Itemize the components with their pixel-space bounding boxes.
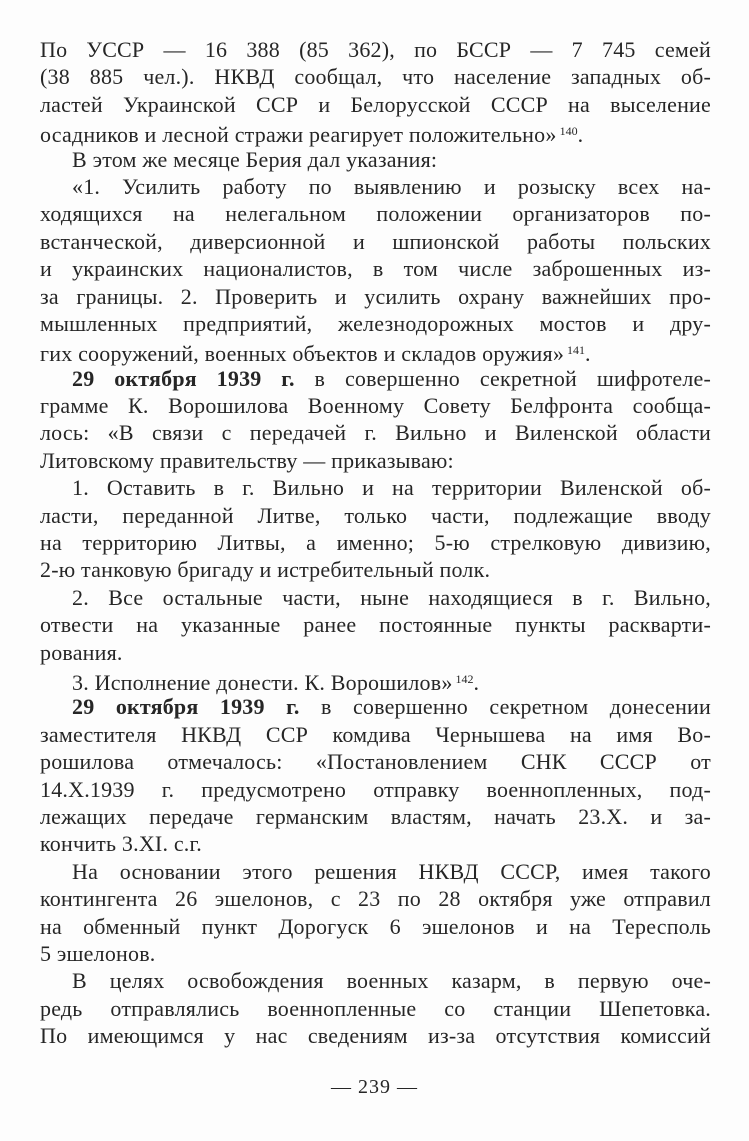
text-line — [40, 1022, 711, 1049]
text-line — [40, 995, 711, 1022]
text-line — [40, 118, 711, 148]
text-run: . — [473, 669, 480, 695]
footnote-ref: 141 — [567, 343, 586, 358]
text-run: встанческой, диверсионной и шпионской работы польских — [40, 228, 711, 254]
text-run: Литовскому правительству — приказываю: — [40, 447, 454, 473]
text-line — [40, 748, 711, 775]
text-line — [40, 173, 711, 200]
text-run: 1. Оставить в г. Вильно и на территории Виленской об- — [72, 475, 711, 501]
text-run: . — [577, 122, 584, 148]
page-number: — 239 — — [331, 1076, 418, 1098]
text-run: 3. Исполнение донести. К. Ворошилов» — [72, 669, 453, 695]
text-line — [40, 776, 711, 803]
text-line — [40, 611, 711, 638]
text-line — [40, 967, 711, 994]
text-run: На основании этого решения НКВД СССР, имея такого — [72, 858, 711, 884]
text-line — [40, 200, 711, 227]
text-line — [40, 693, 711, 720]
text-line — [40, 666, 711, 693]
text-line — [40, 721, 711, 748]
text-run: 2. Все остальные части, ныне находящиеся в г. Вильно, — [72, 584, 711, 610]
text-line — [40, 858, 711, 885]
text-run: заместителя НКВД ССР комдива Чернышева на имя Во- — [40, 721, 711, 747]
text-line — [40, 392, 711, 419]
text-line — [40, 830, 711, 857]
text-run: рошилова отмечалось: «Постановлением СНК СССР от — [40, 749, 711, 775]
text-run: рования. — [40, 639, 123, 665]
text-line — [40, 529, 711, 556]
text-run: редь отправлялись военнопленные со станции Шепетовка. — [40, 995, 711, 1021]
text-line — [40, 91, 711, 118]
text-run: на обменный пункт Дорогуск 6 эшелонов и на Тересполь — [40, 913, 711, 939]
text-run: ласти, переданной Литве, только части, подлежащие вводу — [40, 502, 711, 528]
text-line — [40, 365, 711, 392]
text-line — [40, 228, 711, 255]
text-line — [40, 63, 711, 90]
text-line — [40, 502, 711, 529]
text-run: за границы. 2. Проверить и усилить охрану важнейших про- — [40, 283, 711, 309]
text-run: и украинских националистов, в том числе заброшенных из- — [40, 256, 711, 282]
text-line — [40, 803, 711, 830]
text-run: кончить 3.XI. с.г. — [40, 831, 202, 857]
text-line — [40, 639, 711, 666]
footnote-ref: 140 — [559, 124, 578, 139]
text-run: По УССР — 16 388 (85 362), по БССР — 7 745 семей — [40, 37, 711, 62]
text-run: лежащих передаче германским властям, начать 23.X. и за- — [40, 803, 711, 829]
text-run: контингента 26 эшелонов, с 23 по 28 октября уже отправил — [40, 886, 711, 912]
page-text — [40, 36, 711, 1049]
text-line — [40, 447, 711, 474]
text-line — [40, 913, 711, 940]
text-run: ходящихся на нелегальном положении организаторов по- — [40, 201, 711, 227]
text-line — [40, 556, 711, 583]
text-line — [40, 885, 711, 912]
text-run: В целях освобождения военных казарм, в первую оче- — [72, 968, 711, 994]
text-run: По имеющимся у нас сведениям из-за отсутствия комиссий — [40, 1023, 711, 1049]
text-run: 14.X.1939 г. предусмотрено отправку военнопленных, под- — [40, 776, 711, 802]
text-run: на территорию Литвы, а именно; 5-ю стрелковую дивизию, — [40, 530, 711, 556]
text-line — [40, 337, 711, 367]
text-run: 5 эшелонов. — [40, 940, 156, 966]
text-line — [40, 940, 711, 967]
text-run: в совершенно секретной шифротеле- — [294, 365, 711, 391]
text-run: отвести на указанные ранее постоянные пункты раскварти- — [40, 612, 711, 638]
text-line — [40, 36, 711, 63]
footnote-ref: 142 — [455, 671, 474, 686]
text-run: . — [585, 341, 591, 367]
text-run: лось: «В связи с передачей г. Вильно и Виленской области — [40, 420, 711, 446]
text-line — [40, 310, 711, 337]
text-run: ластей Украинской ССР и Белорусской СССР на выселение — [40, 91, 711, 117]
text-run: 2-ю танковую бригаду и истребительный полк. — [40, 557, 491, 583]
text-run: гих сооружений, военных объектов и складов оружия» — [40, 341, 565, 367]
text-run: В этом же месяце Берия дал указания: — [72, 146, 438, 172]
text-line — [40, 255, 711, 282]
text-run: «1. Усилить работу по выявлению и розыску всех на- — [72, 173, 711, 199]
bold-date: 29 октября 1939 г. — [72, 365, 295, 391]
text-run: мышленных предприятий, железнодорожных мостов и дру- — [40, 310, 711, 336]
bold-date: 29 октября 1939 г. — [72, 694, 300, 720]
text-line — [40, 474, 711, 501]
text-line — [40, 584, 711, 611]
text-line — [40, 283, 711, 310]
text-line — [40, 146, 711, 173]
text-run: осадников и лесной стражи реагирует положительно» — [40, 122, 557, 148]
text-run: в совершенно секретном донесении — [299, 694, 711, 720]
text-run: грамме К. Ворошилова Военному Совету Белфронта сообща- — [40, 393, 711, 419]
text-run: (38 885 чел.). НКВД сообщал, что население западных об- — [40, 64, 711, 90]
text-line — [40, 419, 711, 446]
